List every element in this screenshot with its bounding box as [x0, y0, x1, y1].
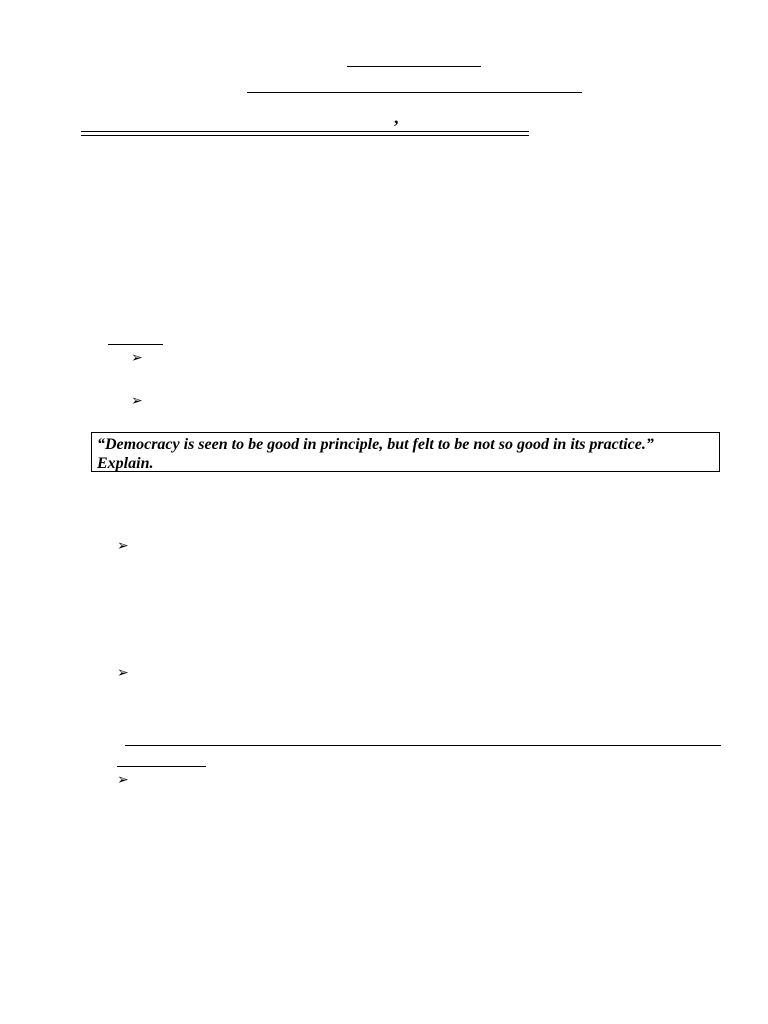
header-double-rule-top: [81, 131, 529, 132]
question-box: [91, 432, 720, 472]
arrowhead-bullet-icon: ➢: [117, 772, 129, 788]
section-divider-rule: [125, 745, 721, 746]
arrowhead-bullet-icon: ➢: [117, 538, 129, 554]
subtitle-underline: [247, 92, 582, 93]
section-heading-underline: [108, 344, 163, 345]
title-underline: [347, 66, 481, 67]
header-comma: ,: [394, 107, 399, 127]
arrowhead-bullet-icon: ➢: [117, 665, 129, 681]
question-text: “Democracy is seen to be good in principle, but felt to be not so good in its practice.” Explain.: [97, 436, 654, 472]
header-double-rule-bottom: [81, 135, 529, 136]
arrowhead-bullet-icon: ➢: [131, 393, 143, 409]
arrowhead-bullet-icon: ➢: [131, 350, 143, 366]
subsection-heading-underline: [117, 766, 206, 767]
